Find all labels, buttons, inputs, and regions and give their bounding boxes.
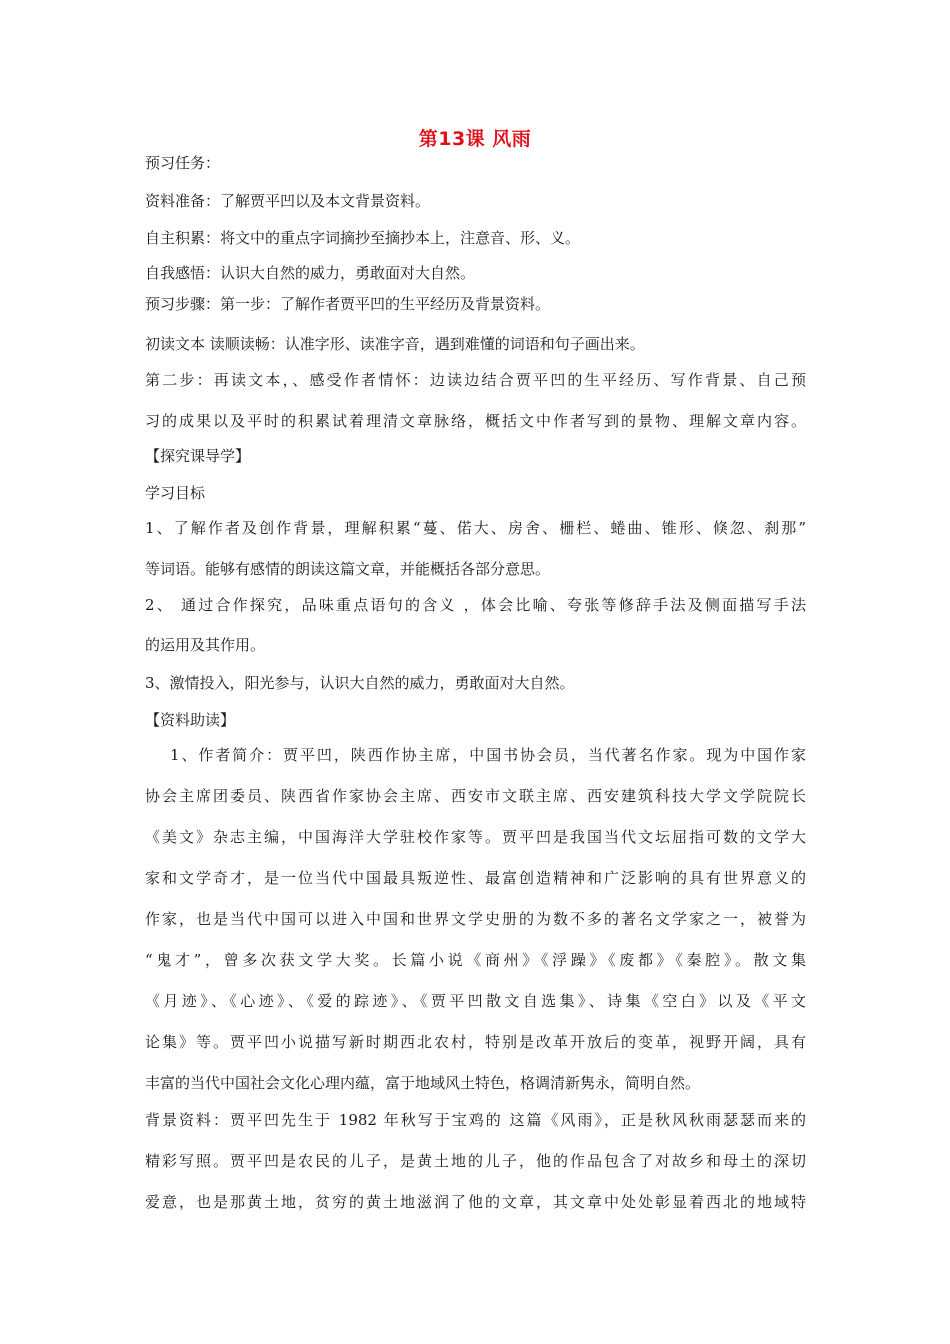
text-line: 家和文学奇才，是一位当代中国最具叛逆性、最富创造精神和广泛影响的具有世界意义的 bbox=[145, 869, 806, 887]
text-line: 3、激情投入，阳光参与，认识大自然的威力，勇敢面对大自然。 bbox=[145, 674, 575, 692]
text-line: 习的成果以及平时的积累试着理清文章脉络，概括文中作者写到的景物、理解文章内容。 bbox=[145, 412, 806, 430]
section-heading: 【探究课导学】 bbox=[145, 447, 251, 465]
text-line: 初读文本 读顺读畅：认准字形、读准字音，遇到难懂的词语和句子画出来。 bbox=[145, 335, 645, 353]
section-heading: 【资料助读】 bbox=[145, 711, 236, 729]
text-line: 协会主席团委员、陕西省作家协会主席、西安市文联主席、西安建筑科技大学文学院院长 bbox=[145, 787, 806, 805]
text-line: 1、了解作者及创作背景，理解积累“蔓、偌大、房舍、栅栏、蜷曲、锥形、倏忽、刹那” bbox=[145, 519, 806, 537]
text-line: 的运用及其作用。 bbox=[145, 636, 266, 654]
text-line: “鬼才”，曾多次获文学大奖。长篇小说《商州》《浮躁》《废都》《秦腔》。散文集 bbox=[145, 951, 806, 969]
text-line: 预习步骤：第一步：了解作者贾平凹的生平经历及背景资料。 bbox=[145, 295, 551, 313]
text-line: 爱意，也是那黄土地，贫穷的黄土地滋润了他的文章，其文章中处处彰显着西北的地域特 bbox=[145, 1193, 806, 1211]
text-line: 预习任务： bbox=[145, 154, 221, 172]
text-line: 作家，也是当代中国可以进入中国和世界文学史册的为数不多的著名文学家之一，被誉为 bbox=[145, 910, 806, 928]
text-line: 1、作者简介：贾平凹，陕西作协主席，中国书协会员，当代著名作家。现为中国作家 bbox=[170, 746, 806, 764]
document-title: 第13课 风雨 bbox=[418, 128, 532, 150]
text-line: 自主积累：将文中的重点字词摘抄至摘抄本上，注意音、形、义。 bbox=[145, 229, 581, 247]
text-line: 学习目标 bbox=[145, 484, 206, 502]
text-line: 第二步：再读文本，、感受作者情怀：边读边结合贾平凹的生平经历、写作背景、自己预 bbox=[145, 371, 806, 389]
text-line: 《月迹》、《心迹》、《爱的踪迹》、《贾平凹散文自选集》、诗集《空白》以及《平文 bbox=[145, 992, 806, 1010]
text-line: 自我感悟：认识大自然的威力，勇敢面对大自然。 bbox=[145, 264, 476, 282]
text-line: 资料准备：了解贾平凹以及本文背景资料。 bbox=[145, 192, 431, 210]
text-line: 论集》等。贾平凹小说描写新时期西北农村，特别是改革开放后的变革，视野开阔，具有 bbox=[145, 1033, 806, 1051]
text-line: 《美文》杂志主编，中国海洋大学驻校作家等。贾平凹是我国当代文坛屈指可数的文学大 bbox=[145, 828, 806, 846]
text-line: 背景资料：贾平凹先生于 1982 年秋写于宝鸡的 这篇《风雨》，正是秋风秋雨瑟瑟而来的 bbox=[145, 1111, 806, 1129]
text-line: 2、 通过合作探究，品味重点语句的含义 ，体会比喻、夸张等修辞手法及侧面描写手法 bbox=[145, 596, 806, 614]
text-line: 等词语。能够有感情的朗读这篇文章，并能概括各部分意思。 bbox=[145, 560, 551, 578]
text-line: 精彩写照。贾平凹是农民的儿子，是黄土地的儿子，他的作品包含了对故乡和母土的深切 bbox=[145, 1152, 806, 1170]
text-line: 丰富的当代中国社会文化心理内蕴，富于地域风土特色，格调清新隽永，简明自然。 bbox=[145, 1074, 701, 1092]
